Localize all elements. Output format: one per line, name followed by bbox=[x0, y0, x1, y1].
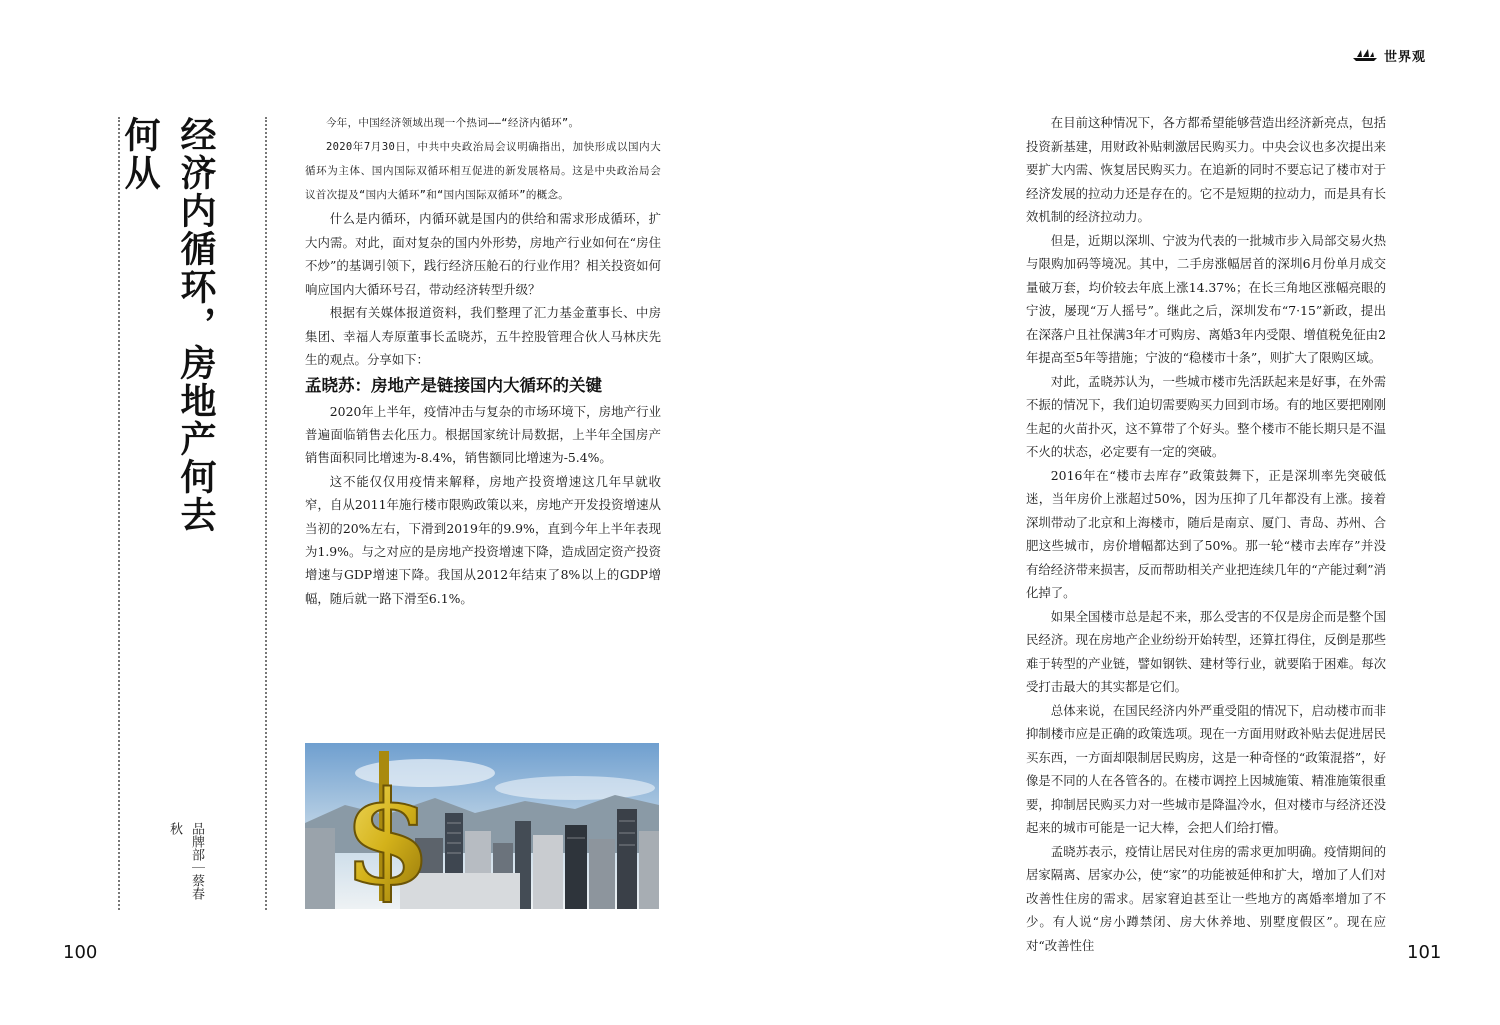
body-paragraph: 但是，近期以深圳、宁波为代表的一批城市步入局部交易火热与限购加码等境况。其中，二手房涨幅居首的深圳6月份单月成交量破万套，均价较去年底上涨14.37%；在长三角地区涨幅亮眼的宁波，屡现“万人摇号”。继此之后，深圳发布“7·15”新政，提出在深落户且社保满3年才可购房、离婚3年内受限、增值税免征由2年提高至5年等措施；宁波的“稳楼市十条”，则扩大了限购区域。 bbox=[1026, 232, 1386, 365]
intro-block bbox=[305, 111, 661, 207]
left-dotted-rule bbox=[118, 117, 120, 910]
body-paragraph: 对此，孟晓苏认为，一些城市楼市先活跃起来是好事，在外需不振的情况下，我们迫切需要购买力回到市场。有的地区要把刚刚生起的火苗扑灭，这不算带了个好头。整个楼市不能长期只是不温不火的状态，必定要有一定的突破。 bbox=[1026, 373, 1386, 459]
article-title: 经济内循环，房地产何去何从 bbox=[119, 116, 217, 534]
svg-text:$: $ bbox=[343, 764, 433, 909]
intro-paragraph: 今年，中国经济领域出现一个热词——“经济内循环”。 bbox=[326, 117, 580, 129]
page-number-left: 100 bbox=[63, 942, 98, 963]
body-paragraph: 根据有关媒体报道资料，我们整理了汇力基金董事长、中房集团、幸福人寿原董事长孟晓苏，五牛控股管理合伙人马林庆先生的观点。分享如下： bbox=[305, 305, 661, 367]
article-byline: 品牌部｜蔡春秋 bbox=[167, 822, 204, 900]
right-text-column bbox=[1026, 111, 1386, 957]
body-paragraph: 2016年在“楼市去库存”政策鼓舞下，正是深圳率先突破低迷，当年房价上涨超过50%，因为压抑了几年都没有上涨。接着深圳带动了北京和上海楼市，随后是南京、厦门、青岛、苏州、合肥这些城市，房价增幅都达到了50%。那一轮“楼市去库存”并没有给经济带来损害，反而帮助相关产业把连续几年的“产能过剩”消化掉了。 bbox=[1026, 467, 1386, 600]
dollar-sign-icon bbox=[343, 751, 432, 909]
brand-header bbox=[1352, 44, 1426, 66]
body-paragraph: 这不能仅仅用疫情来解释，房地产投资增速这几年早就收窄，自从2011年施行楼市限购政策以来，房地产开发投资增速从当初的20%左右，下滑到2019年的9.9%，直到今年上半年表现为1.9%。与之对应的是房地产投资增速下降，造成固定资产投资增速与GDP增速下降。我国从2012年结束了8%以上的GDP增幅，随后就一路下滑至6.1%。 bbox=[305, 473, 661, 606]
dollar-city-photo bbox=[305, 743, 659, 909]
body-paragraph: 总体来说，在国民经济内外严重受阻的情况下，启动楼市而非抑制楼市应是正确的政策选项。现在一方面用财政补贴去促进居民买东西，一方面却限制居民购房，这是一种奇怪的“政策混搭”，好像是不同的人在各管各的。在楼市调控上因城施策、精准施策很重要，抑制居民购买力对一些城市是降温冷水，但对楼市与经济还没起来的城市可能是一记大棒，会把人们给打懵。 bbox=[1026, 702, 1386, 835]
ship-logo-icon bbox=[1352, 48, 1378, 62]
body-paragraph: 2020年上半年，疫情冲击与复杂的市场环境下，房地产行业普遍面临销售去化压力。根据国家统计局数据，上半年全国房产销售面积同比增速为-8.4%，销售额同比增速为-5.4%。 bbox=[305, 403, 661, 466]
body-paragraph: 在目前这种情况下，各方都希望能够营造出经济新亮点，包括投资新基建，用财政补贴刺激居民购买力。中央会议也多次提出来要扩大内需、恢复居民购买力。在追新的同时不要忘记了楼市对于经济发展的拉动力还是存在的。它不是短期的拉动力，而是具有长效机制的经济拉动力。 bbox=[1026, 115, 1386, 224]
body-paragraph: 孟晓苏表示，疫情让居民对住房的需求更加明确。疫情期间的居家隔离、居家办公，使“家”的功能被延伸和扩大，增加了人们对改善性住房的需求。居家窘迫甚至让一些地方的离婚率增加了不少。有人说“房小蹲禁闭、房大休养地、别墅度假区”。现在应对“改善性住 bbox=[1026, 843, 1386, 953]
intro-paragraph: 2020年7月30日，中共中央政治局会议明确指出，加快形成以国内大循环为主体、国内国际双循环相互促进的新发展格局。这是中央政治局会议首次提及“国内大循环”和“国内国际双循环”的概念。 bbox=[305, 141, 661, 201]
left-text-column bbox=[305, 111, 661, 610]
body-paragraph: 如果全国楼市总是起不来，那么受害的不仅是房企而是整个国民经济。现在房地产企业纷纷开始转型，还算扛得住，反倒是那些难于转型的产业链，譬如钢铁、建材等行业，就要陷于困难。每次受打击最大的其实都是它们。 bbox=[1026, 608, 1386, 694]
body-paragraph: 什么是内循环，内循环就是国内的供给和需求形成循环，扩大内需。对此，面对复杂的国内外形势，房地产行业如何在“房住不炒”的基调引领下，践行经济压舱石的行业作用？相关投资如何响应国内大循环号召，带动经济转型升级？ bbox=[305, 211, 661, 297]
right-dotted-rule bbox=[265, 117, 267, 910]
brand-label: 世界观 bbox=[1384, 49, 1427, 65]
section-subheading: 孟晓苏：房地产是链接国内大循环的关键 bbox=[305, 375, 602, 395]
page-number-right: 101 bbox=[1407, 942, 1442, 963]
section-body bbox=[305, 400, 661, 611]
